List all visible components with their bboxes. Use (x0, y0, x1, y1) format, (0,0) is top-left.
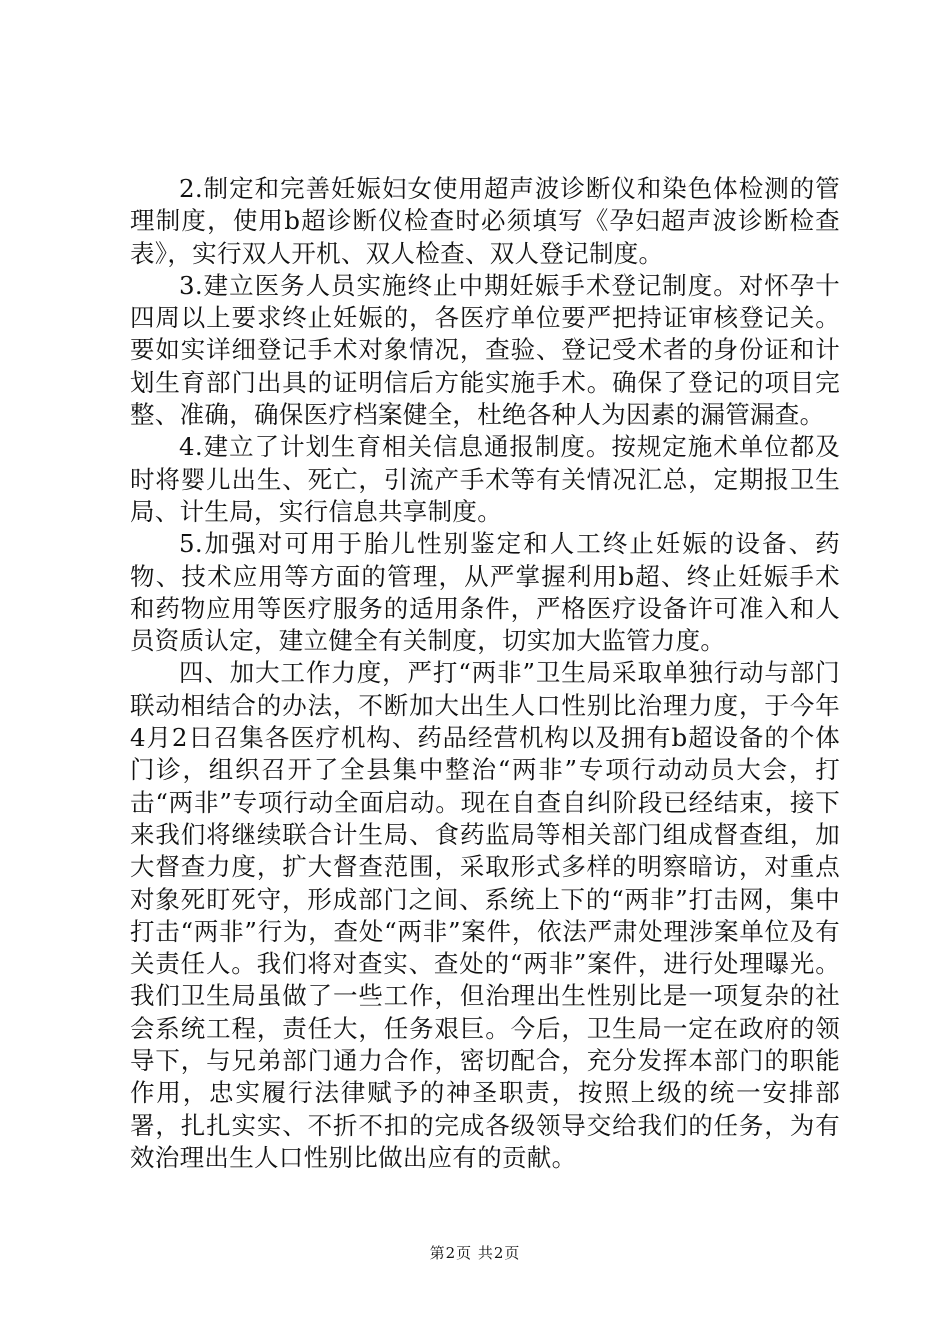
paragraph-item-3: 3.建立医务人员实施终止中期妊娠手术登记制度。对怀孕十四周以上要求终止妊娠的，各医疗单位要严把持证审核登记关。要如实详细登记手术对象情况，查验、登记受术者的身份证和计划生育部门出具的证明信后方能实施手术。确保了登记的项目完整、准确，确保医疗档案健全，杜绝各种人为因素的漏管漏查。 (130, 270, 840, 430)
paragraph-item-2: 2.制定和完善妊娠妇女使用超声波诊断仪和染色体检测的管理制度，使用b超诊断仪检查时必须填写《孕妇超声波诊断检查表》，实行双人开机、双人检查、双人登记制度。 (130, 174, 840, 268)
paragraph-item-4: 4.建立了计划生育相关信息通报制度。按规定施术单位都及时将婴儿出生、死亡，引流产手术等有关情况汇总，定期报卫生局、计生局，实行信息共享制度。 (130, 432, 840, 526)
paragraph-item-5: 5.加强对可用于胎儿性别鉴定和人工终止妊娠的设备、药物、技术应用等方面的管理，从严掌握利用b超、终止妊娠手术和药物应用等医疗服务的适用条件，严格医疗设备许可准入和人员资质认定，建立健全有关制度，切实加大监管力度。 (130, 529, 840, 656)
page-number-footer: 第2页 共2页 (429, 1244, 521, 1262)
paragraph-section-four: 四、加大工作力度，严打“两非”卫生局采取单独行动与部门联动相结合的办法，不断加大出生人口性别比治理力度，于今年4月2日召集各医疗机构、药品经营机构以及拥有b超设备的个体门诊，组织召开了全县集中整治“两非”专项行动动员大会，打击“两非”专项行动全面启动。现在自查自纠阶段已经结束，接下来我们将继续联合计生局、食药监局等相关部门组成督查组，加大督查力度，扩大督查范围，采取形式多样的明察暗访，对重点对象死盯死守，形成部门之间、系统上下的“两非”打击网，集中打击“两非”行为，查处“两非”案件，依法严肃处理涉案单位及有关责任人。我们将对查实、查处的“两非”案件，进行处理曝光。我们卫生局虽做了一些工作，但治理出生性别比是一项复杂的社会系统工程，责任大，任务艰巨。今后，卫生局一定在政府的领导下，与兄弟部门通力合作，密切配合，充分发挥本部门的职能作用，忠实履行法律赋予的神圣职责，按照上级的统一安排部署，扎扎实实、不折不扣的完成各级领导交给我们的任务，为有效治理出生人口性别比做出应有的贡献。 (130, 658, 840, 1172)
document-body (130, 173, 840, 1174)
